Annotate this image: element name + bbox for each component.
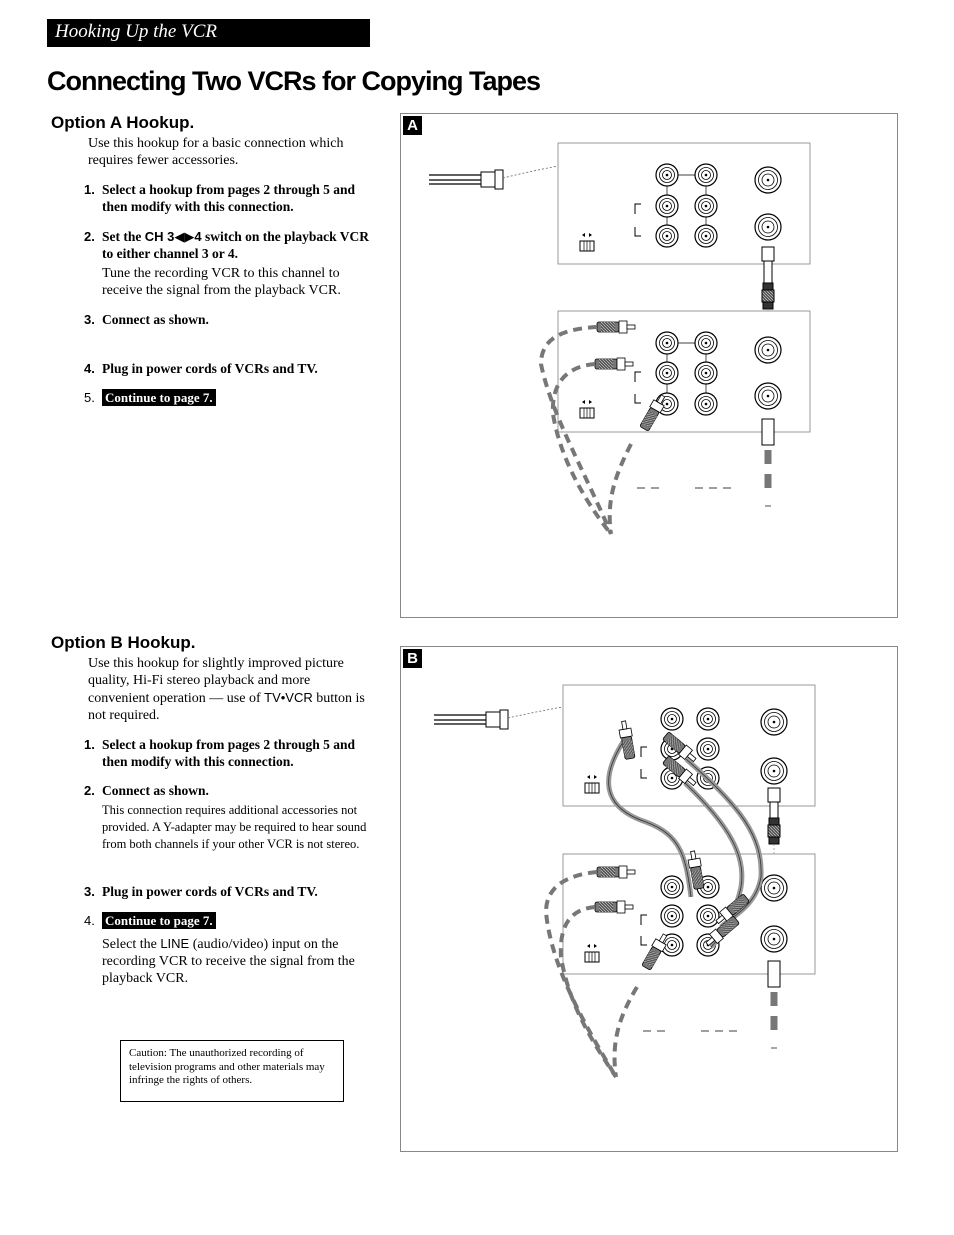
step-text-pre: Set the: [102, 229, 145, 244]
continue-box[interactable]: Continue to page 7.: [102, 389, 216, 406]
diagram-a: [400, 113, 898, 618]
sub-post: (audio/video) input on the recording VCR to receive the signal from the playback VCR.: [102, 937, 355, 986]
continue-box[interactable]: Continue to page 7.: [102, 912, 216, 929]
step-number: 3.: [84, 312, 95, 327]
diagram-b-label: B: [403, 649, 422, 668]
coax-to-tv: [768, 961, 780, 1048]
step-number: 3.: [84, 884, 95, 899]
step-text: Select a hookup from pages 2 through 5 and then modify with this connection.: [102, 182, 356, 214]
tv-vcr-button-label: TV•VCR: [264, 690, 313, 705]
section-header-text: Hooking Up the VCR: [55, 21, 218, 42]
step-text: Connect as shown.: [102, 783, 209, 798]
continue-link[interactable]: [102, 912, 372, 929]
step-text: Connect as shown.: [102, 312, 209, 327]
step-subtext: This connection requires additional accessories not provided. A Y-adapter may be required to hear sound from both channels if your other VCR is not stereo.: [102, 803, 367, 851]
continue-link[interactable]: [102, 389, 372, 406]
section-header-bar: [47, 19, 370, 47]
recording-vcr-panel: [558, 311, 810, 432]
option-b-intro: [88, 655, 373, 724]
diagram-b: [400, 646, 898, 1152]
step-text: [102, 228, 372, 262]
playback-vcr-panel: [558, 143, 810, 264]
step-number: 4.: [84, 361, 95, 376]
diagram-b-drawing: [401, 647, 899, 1153]
coax-jumper: [768, 788, 780, 857]
step-text: Plug in power cords of VCRs and TV.: [102, 361, 318, 376]
step-text: Plug in power cords of VCRs and TV.: [102, 884, 318, 899]
step-number: 2.: [84, 783, 95, 798]
page-title: Connecting Two VCRs for Copying Tapes: [47, 66, 541, 96]
step-number: 5.: [84, 390, 95, 405]
intro-post: button is not required.: [88, 691, 365, 723]
sub-pre: Select the: [102, 937, 161, 952]
step-number: 1.: [84, 182, 95, 197]
line-input-label: LINE: [160, 936, 190, 951]
step-text-post: switch on the playback VCR to either channel 3 or 4.: [102, 229, 369, 261]
step-subtext: Tune the recording VCR to this channel to receive the signal from the playback VCR.: [102, 266, 341, 298]
caution-box: Caution: The unauthorized recording of television programs and other materials may infringe the rights of others.: [120, 1040, 344, 1102]
coax-to-tv: [762, 419, 774, 506]
diagram-a-label: A: [403, 116, 422, 135]
step-number: 1.: [84, 737, 95, 752]
step-text: Select a hookup from pages 2 through 5 and then modify with this connection.: [102, 737, 356, 769]
diagram-a-drawing: [401, 114, 899, 619]
step-number: 4.: [84, 913, 95, 928]
option-b-heading: Option B Hookup.: [51, 633, 196, 652]
option-a-heading: Option A Hookup.: [51, 113, 195, 132]
ch-switch-label: CH 3◀▶4: [144, 229, 202, 244]
step-number: 2.: [84, 229, 95, 244]
intro-pre: Use this hookup for slightly improved picture quality, Hi-Fi stereo playback and more convenient operation — use of: [88, 656, 344, 706]
option-a-intro: Use this hookup for a basic connection which requires fewer accessories.: [88, 136, 344, 168]
step-subtext: [102, 935, 372, 987]
